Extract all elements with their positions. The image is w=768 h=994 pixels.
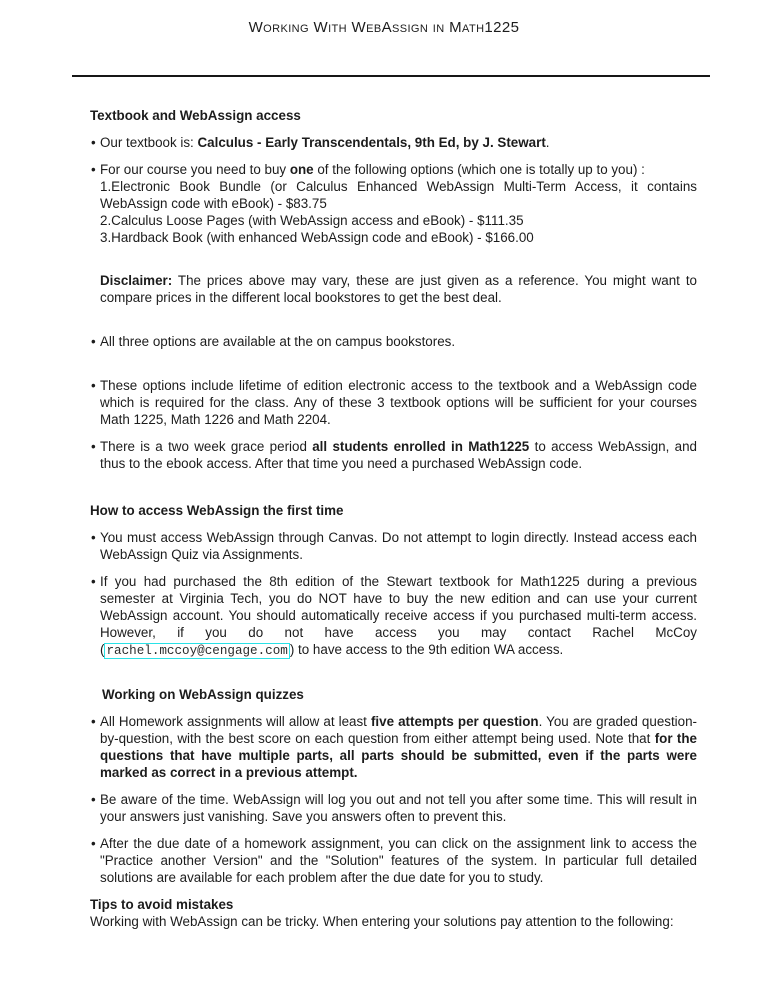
disclaimer-paragraph	[90, 272, 697, 306]
text-run: Working on WebAssign quizzes	[102, 687, 304, 702]
text-run: Our textbook is:	[100, 135, 198, 150]
text-run: There is a two week grace period	[100, 439, 313, 454]
text-run: Be aware of the time. WebAssign will log you out and not tell you after some time. This will result in your answers just vanishing. Save you answers often to prevent this.	[100, 792, 697, 824]
heading-tips	[90, 896, 697, 913]
text-run: to access WebAssign, and thus to the ebook access. After that time you need a purchased WebAssign code.	[100, 439, 697, 471]
bullet-lifetime-access	[90, 377, 697, 428]
bullet-canvas-access	[90, 529, 697, 563]
text-run: If you had purchased the 8th edition of the Stewart textbook for Math1225 during a previous semester at Virginia Tech, you do NOT have to buy the new edition and can use your current WebAssign account. You should automatically receive access if you purchased multi-term access. However, if you do not have access you may contact Rachel McCoy (	[100, 574, 697, 657]
rich-text	[100, 574, 697, 657]
text-run: . You are graded question-by-question, with the best score on each question from either attempt being used. Note that	[100, 714, 698, 746]
page-title: Working With WebAssign in Math1225	[248, 19, 520, 36]
rich-text	[100, 792, 697, 824]
rich-text	[100, 836, 697, 885]
rich-text	[100, 530, 697, 562]
text-run: After the due date of a homework assignment, you can click on the assignment link to access the "Practice another Version" and the "Solution" features of the system. In particular full detailed solutions are available for each problem after the due date for you to study.	[100, 836, 697, 885]
bullet-marker-icon: •	[91, 574, 96, 589]
bold-text-run: for the questions that have multiple parts, all parts should be submitted, even if the parts were marked as correct in a previous attempt.	[100, 731, 697, 780]
bullet-purchase-options	[90, 161, 697, 246]
bold-text-run: all students enrolled in Math1225	[312, 439, 530, 454]
bullet-marker-icon: •	[91, 135, 96, 150]
bullet-timeout-warning	[90, 791, 697, 825]
bullet-marker-icon: •	[91, 530, 96, 545]
text-run: 3.Hardback Book (with enhanced WebAssign code and eBook) - $166.00	[100, 230, 534, 245]
rich-text	[90, 108, 301, 123]
rich-text	[90, 914, 674, 929]
heading-working-on-quizzes	[90, 686, 697, 703]
rich-text	[100, 439, 697, 471]
rich-text	[100, 334, 455, 349]
document-body	[90, 77, 697, 930]
text-run: 2.Calculus Loose Pages (with WebAssign access and eBook) - $111.35	[100, 213, 524, 228]
rich-text	[90, 897, 233, 912]
rich-text	[100, 162, 697, 245]
text-run: How to access WebAssign the first time	[90, 503, 344, 518]
text-run: .	[545, 135, 550, 150]
text-run: These options include lifetime of edition electronic access to the textbook and a WebAssign code which is required for the class. Any of these 3 textbook options will be sufficient for your courses Math 1225, Math 1226 and Math 2204.	[100, 378, 697, 427]
text-run: Textbook and WebAssign access	[90, 108, 301, 123]
bullet-marker-icon: •	[91, 792, 96, 807]
rich-text	[100, 378, 697, 427]
text-run: All three options are available at the on campus bookstores.	[100, 334, 456, 349]
bullet-marker-icon: •	[91, 836, 96, 851]
text-run: Working with WebAssign can be tricky. When entering your solutions pay attention to the following:	[90, 914, 674, 929]
text-run: ) to have access to the 9th edition WA access.	[289, 642, 564, 657]
rich-text	[102, 687, 304, 702]
bold-text-run: five attempts per question	[370, 714, 539, 729]
para-tips-intro	[90, 913, 697, 930]
rich-text	[100, 135, 550, 150]
bullet-marker-icon: •	[91, 378, 96, 393]
text-run: For our course you need to buy	[100, 162, 290, 177]
bullet-five-attempts	[90, 713, 697, 781]
bullet-after-due-date	[90, 835, 697, 886]
bullet-marker-icon: •	[91, 439, 96, 454]
bullet-textbook	[90, 134, 697, 151]
bold-text-run: one	[289, 162, 314, 177]
heading-textbook-access	[90, 107, 697, 124]
bold-text-run: Disclaimer:	[100, 273, 173, 288]
text-run: of the following options (which one is totally up to you) :	[313, 162, 645, 177]
rich-text	[90, 503, 344, 518]
bullet-marker-icon: •	[91, 714, 96, 729]
text-run: All Homework assignments will allow at least	[100, 714, 371, 729]
text-run: The prices above may vary, these are just given as a reference. You might want to compare prices in the different local bookstores to get the best deal.	[100, 273, 697, 305]
bullet-marker-icon: •	[91, 162, 96, 177]
text-run: 1.Electronic Book Bundle (or Calculus Enhanced WebAssign Multi-Term Access, it contains WebAssign code with eBook) - $83.75	[100, 179, 697, 211]
email-link[interactable]: rachel.mccoy@cengage.com	[106, 644, 288, 658]
bullet-grace-period	[90, 438, 697, 472]
rich-text	[100, 273, 697, 305]
bold-text-run: Calculus - Early Transcendentals, 9th Ed, by J. Stewart	[197, 135, 546, 150]
rich-text	[100, 714, 697, 780]
bullet-marker-icon: •	[91, 334, 96, 349]
text-run: Tips to avoid mistakes	[90, 897, 234, 912]
bullet-campus-bookstores	[90, 333, 697, 350]
bullet-8th-edition	[90, 573, 697, 660]
heading-first-time-access	[90, 502, 697, 519]
text-run: You must access WebAssign through Canvas. Do not attempt to login directly. Instead access each WebAssign Quiz via Assignments.	[100, 530, 697, 562]
